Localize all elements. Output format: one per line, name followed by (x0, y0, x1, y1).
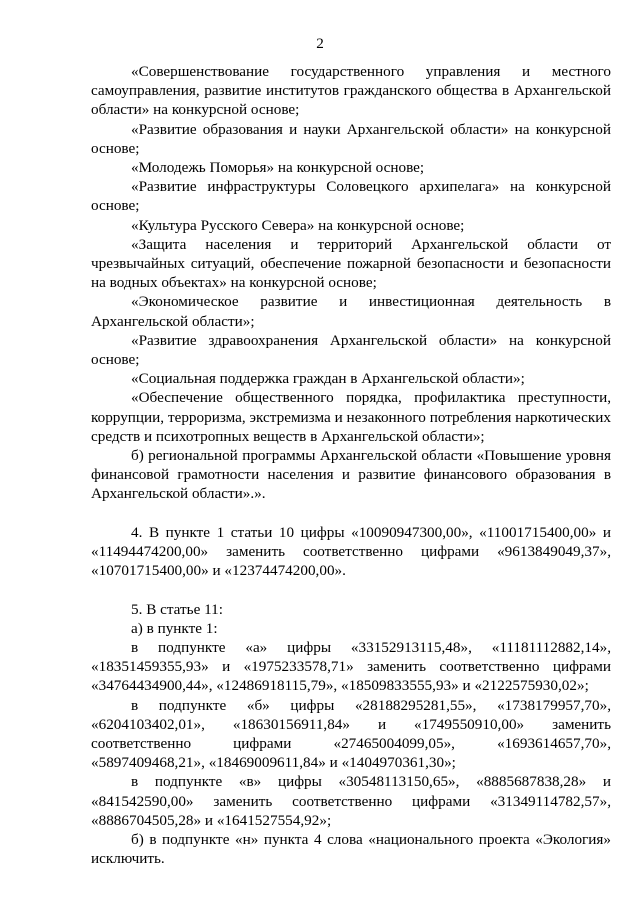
document-body (91, 62, 611, 869)
paragraph: «Защита населения и территорий Архангельской области от чрезвычайных ситуаций, обеспечение пожарной безопасности и безопасности на водных объектах» на конкурсной основе; (91, 235, 611, 292)
paragraph-spacer (91, 504, 611, 523)
paragraph: а) в пункте 1: (131, 619, 218, 637)
paragraph: в подпункте «б» цифры «28188295281,55», «1738179957,70», «6204103402,01», «18630156911,84» и «1749550910,00» заменить соответственно цифрами «27465004099,05», «1693614657,70», «5897409468,21», «18469009611,84» и «1404970361,30»; (91, 696, 611, 772)
paragraph: «Совершенствование государственного управления и местного самоуправления, развитие институтов гражданского общества в Архангельской области» на конкурсной основе; (91, 63, 611, 119)
paragraph: б) в подпункте «н» пункта 4 слова «национального проекта «Экология» исключить. (91, 831, 611, 868)
paragraph: в подпункте «в» цифры «30548113150,65», «8885687838,28» и «841542590,00» заменить соответственно цифрами «31349114782,57», «8886704505,28» и «1641527554,92»; (91, 773, 611, 829)
page-number: 2 (316, 35, 324, 52)
paragraph: «Социальная поддержка граждан в Архангельской области»; (131, 370, 525, 388)
paragraph: «Развитие образования и науки Архангельской области» на конкурсной основе; (91, 120, 611, 157)
paragraph: б) региональной программы Архангельской области «Повышение уровня финансовой грамотности населения и развитие финансового образования в Архангельской области».». (91, 447, 611, 503)
paragraph: в подпункте «а» цифры «33152913115,48», «11181112882,14», «18351459355,93» и «1975233578,71» заменить соответственно цифрами «34764434900,44», «12486918115,79», «18509833555,93» и «2122575930,02»; (91, 639, 611, 695)
paragraph: «Развитие инфраструктуры Соловецкого архипелага» на конкурсной основе; (91, 178, 611, 215)
paragraph: «Экономическое развитие и инвестиционная деятельность в Архангельской области»; (91, 293, 611, 330)
paragraph-spacer (91, 580, 611, 599)
paragraph: 4. В пункте 1 статьи 10 цифры «10090947300,00», «11001715400,00» и «11494474200,00» заменить соответственно цифрами «9613849049,37», «10701715400,00» и «12374474200,00». (91, 523, 611, 580)
paragraph: «Обеспечение общественного порядка, профилактика преступности, коррупции, терроризма, экстремизма и незаконного потребления наркотических средств и психотропных веществ в Архангельской области»; (91, 389, 611, 445)
paragraph: 5. В статье 11: (131, 600, 223, 618)
paragraph: «Культура Русского Севера» на конкурсной основе; (131, 216, 465, 234)
paragraph: «Молодежь Поморья» на конкурсной основе; (131, 159, 425, 177)
paragraph: «Развитие здравоохранения Архангельской области» на конкурсной основе; (91, 331, 611, 369)
